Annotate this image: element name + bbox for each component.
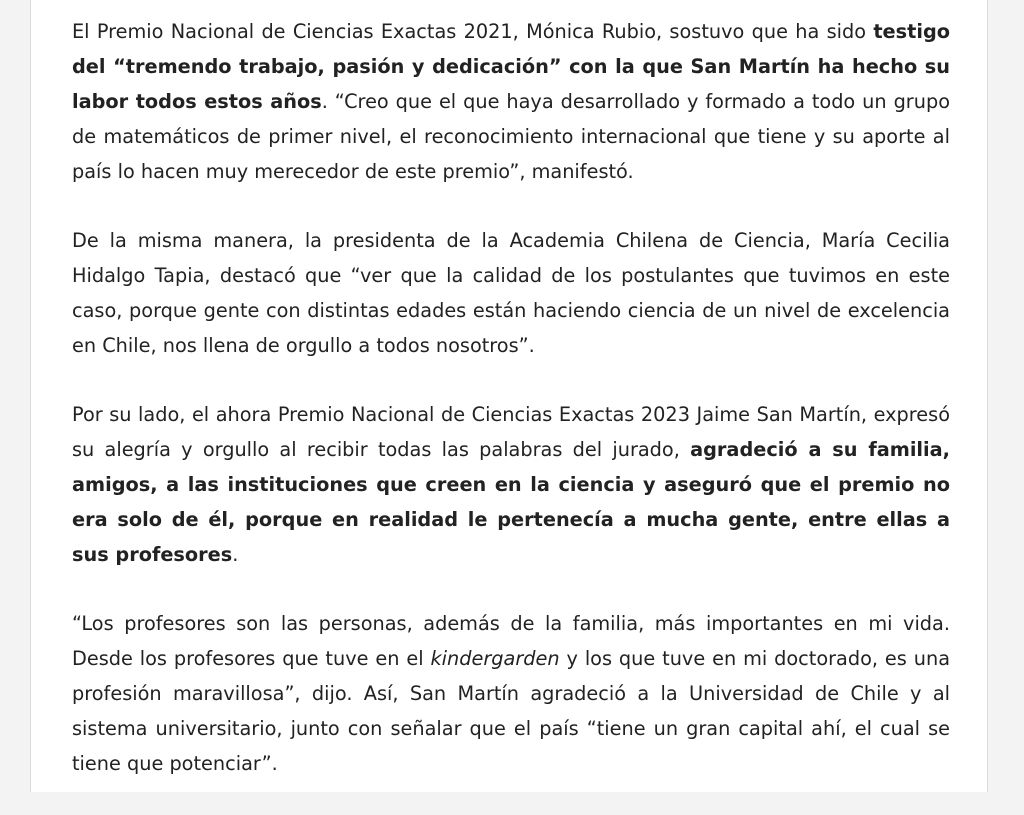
paragraph-1 <box>72 14 950 189</box>
paragraph-1-text-1: El Premio Nacional de Ciencias Exactas 2021, Mónica Rubio, sostuvo que ha sido <box>72 20 874 43</box>
paragraph-1-bold-quote: testigo del “tremendo trabajo, pasión y dedicación” con la que San Martín ha hecho su labor todos estos años <box>72 20 950 113</box>
article-body <box>72 14 950 815</box>
paragraph-3-text-2: . <box>232 543 239 566</box>
paragraph-4-text-2: y los que tuve en mi doctorado, es una profesión maravillosa”, dijo. Así, San Martín agradeció a la Universidad de Chile y al sistema universitario, junto con señalar que el país “tiene un gran capital ahí, el cual se tiene que potenciar”. <box>72 647 951 775</box>
paragraph-4-text-1: “Los profesores son las personas, además de la familia, más importantes en mi vida. Desde los profesores que tuve en el <box>72 612 950 670</box>
paragraph-3-text-1: Por su lado, el ahora Premio Nacional de Ciencias Exactas 2023 Jaime San Martín, expresó su alegría y orgullo al recibir todas las palabras del jurado, <box>72 403 950 461</box>
paragraph-3-bold-quote: agradeció a su familia, amigos, a las instituciones que creen en la ciencia y aseguró que el premio no era solo de él, porque en realidad le pertenecía a mucha gente, entre ellas a sus profesores <box>72 438 950 566</box>
paragraph-2-text: De la misma manera, la presidenta de la Academia Chilena de Ciencia, María Cecilia Hidalgo Tapia, destacó que “ver que la calidad de los postulantes que tuvimos en este caso, porque gente con distintas edades están haciendo ciencia de un nivel de excelencia en Chile, nos llena de orgullo a todos nosotros”. <box>72 229 950 357</box>
paragraph-2 <box>72 223 950 363</box>
article-page <box>30 0 988 792</box>
paragraph-4 <box>72 606 950 781</box>
paragraph-3 <box>72 397 950 572</box>
paragraph-1-text-2: . “Creo que el que haya desarrollado y formado a todo un grupo de matemáticos de primer nivel, el reconocimiento internacional que tiene y su aporte al país lo hacen muy merecedor de este premio”, manifestó. <box>72 90 950 183</box>
paragraph-4-italic-word: kindergarden <box>430 647 560 670</box>
